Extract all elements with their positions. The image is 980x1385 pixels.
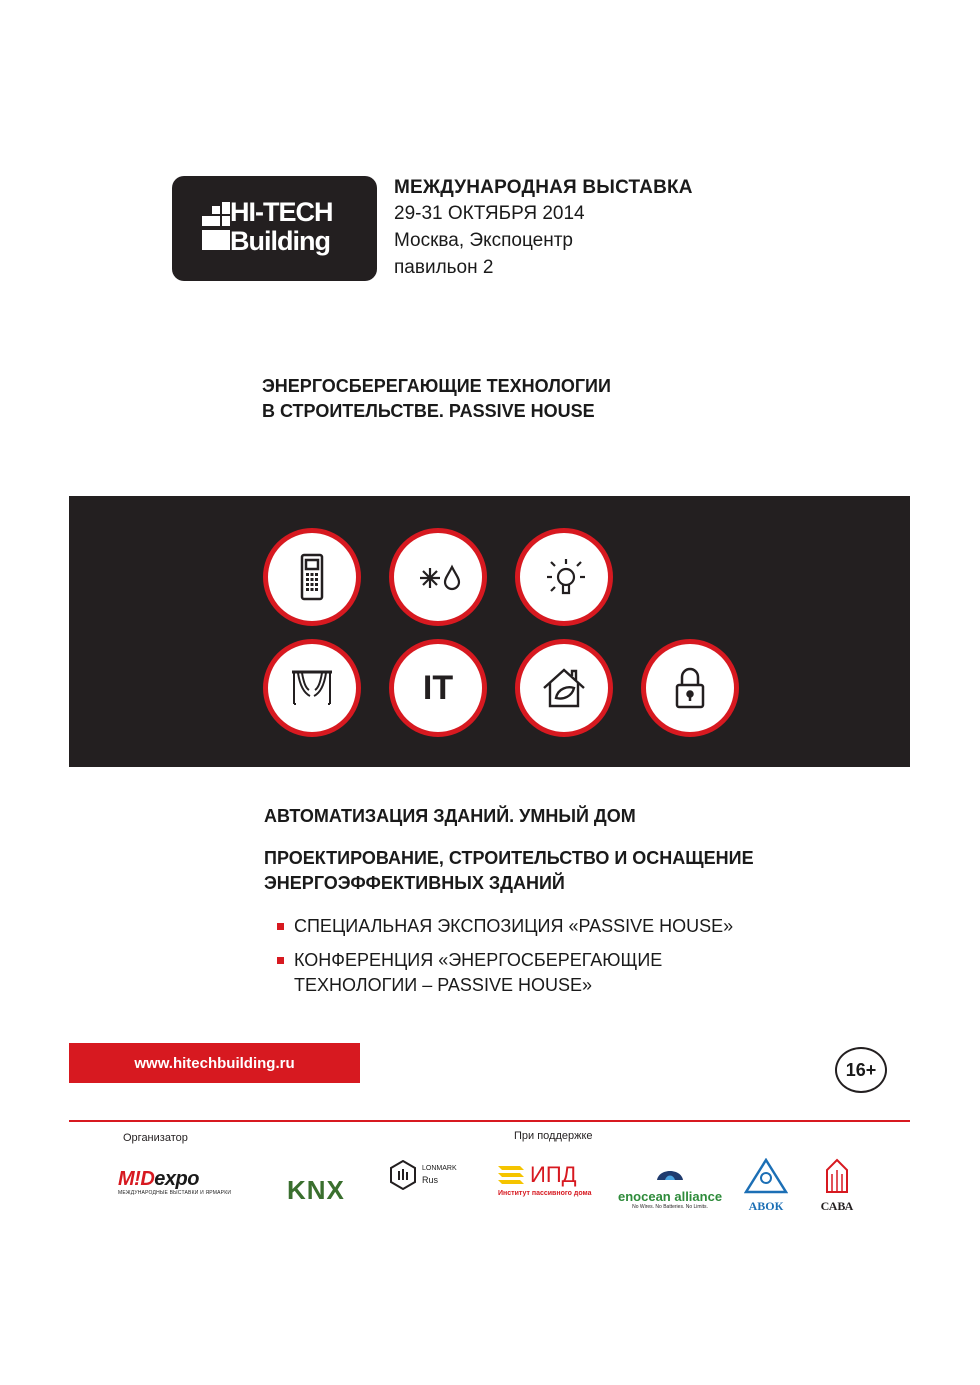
abok-triangle-icon: [744, 1158, 788, 1194]
footer-divider: [69, 1120, 910, 1122]
abok-logo: АВОК: [744, 1158, 788, 1214]
ipd-stripes-icon: [498, 1164, 526, 1186]
midexpo-logo: M!Dexpo МЕЖДУНАРОДНЫЕ ВЫСТАВКИ И ЯРМАРКИ: [118, 1168, 232, 1196]
icon-band: [69, 496, 910, 767]
curtains-icon: [263, 639, 361, 737]
light-bulb-icon: [515, 528, 613, 626]
automation-heading: АВТОМАТИЗАЦИЯ ЗДАНИЙ. УМНЫЙ ДОМ: [264, 806, 636, 826]
logo-squares-icon: [202, 202, 232, 252]
bullet-exposition: СПЕЦИАЛЬНАЯ ЭКСПОЗИЦИЯ «PASSIVE HOUSE»: [277, 914, 733, 939]
website-link[interactable]: www.hitechbuilding.ru: [69, 1043, 360, 1083]
bullet-conference: КОНФЕРЕНЦИЯ «ЭНЕРГОСБЕРЕГАЮЩИЕ ТЕХНОЛОГИИ – PASSIVE HOUSE»: [277, 948, 662, 998]
event-info: [394, 176, 693, 281]
eco-house-icon: [515, 639, 613, 737]
enocean-dome-icon: [655, 1162, 685, 1182]
support-label: При поддержке: [514, 1130, 593, 1142]
snowflake-drop-icon: [389, 528, 487, 626]
event-title: МЕЖДУНАРОДНАЯ ВЫСТАВКА: [394, 177, 693, 198]
it-icon: IT: [389, 639, 487, 737]
knx-logo: KNX: [287, 1175, 345, 1205]
enocean-logo: enocean alliance No Wires. No Batteries. No Limits.: [618, 1162, 722, 1210]
event-pavilion: павильон 2: [394, 257, 494, 278]
organizer-label: Организатор: [123, 1132, 188, 1144]
saba-logo: САВА: [819, 1158, 855, 1214]
padlock-icon: [641, 639, 739, 737]
ipd-logo: ИПД Институт пассивного дома: [498, 1162, 592, 1197]
theme-heading: ЭНЕРГОСБЕРЕГАЮЩИЕ ТЕХНОЛОГИИ В СТРОИТЕЛЬСТВЕ. PASSIVE HOUSE: [262, 376, 611, 421]
saba-building-icon: [819, 1158, 855, 1194]
event-dates: 29-31 ОКТЯБРЯ 2014: [394, 203, 585, 224]
design-heading: ПРОЕКТИРОВАНИЕ, СТРОИТЕЛЬСТВО И ОСНАЩЕНИЕ ЭНЕРГОЭФФЕКТИВНЫХ ЗДАНИЙ: [264, 848, 754, 893]
hitech-building-logo: [172, 176, 377, 281]
age-rating-badge: 16+: [835, 1047, 887, 1093]
lonmark-hexagon-icon: [390, 1160, 416, 1190]
remote-control-icon: [263, 528, 361, 626]
logo-text: HI-TECH Building: [230, 197, 333, 256]
event-venue: Москва, Экспоцентр: [394, 230, 573, 251]
lonmark-logo: LONMARK Rus: [390, 1160, 457, 1190]
